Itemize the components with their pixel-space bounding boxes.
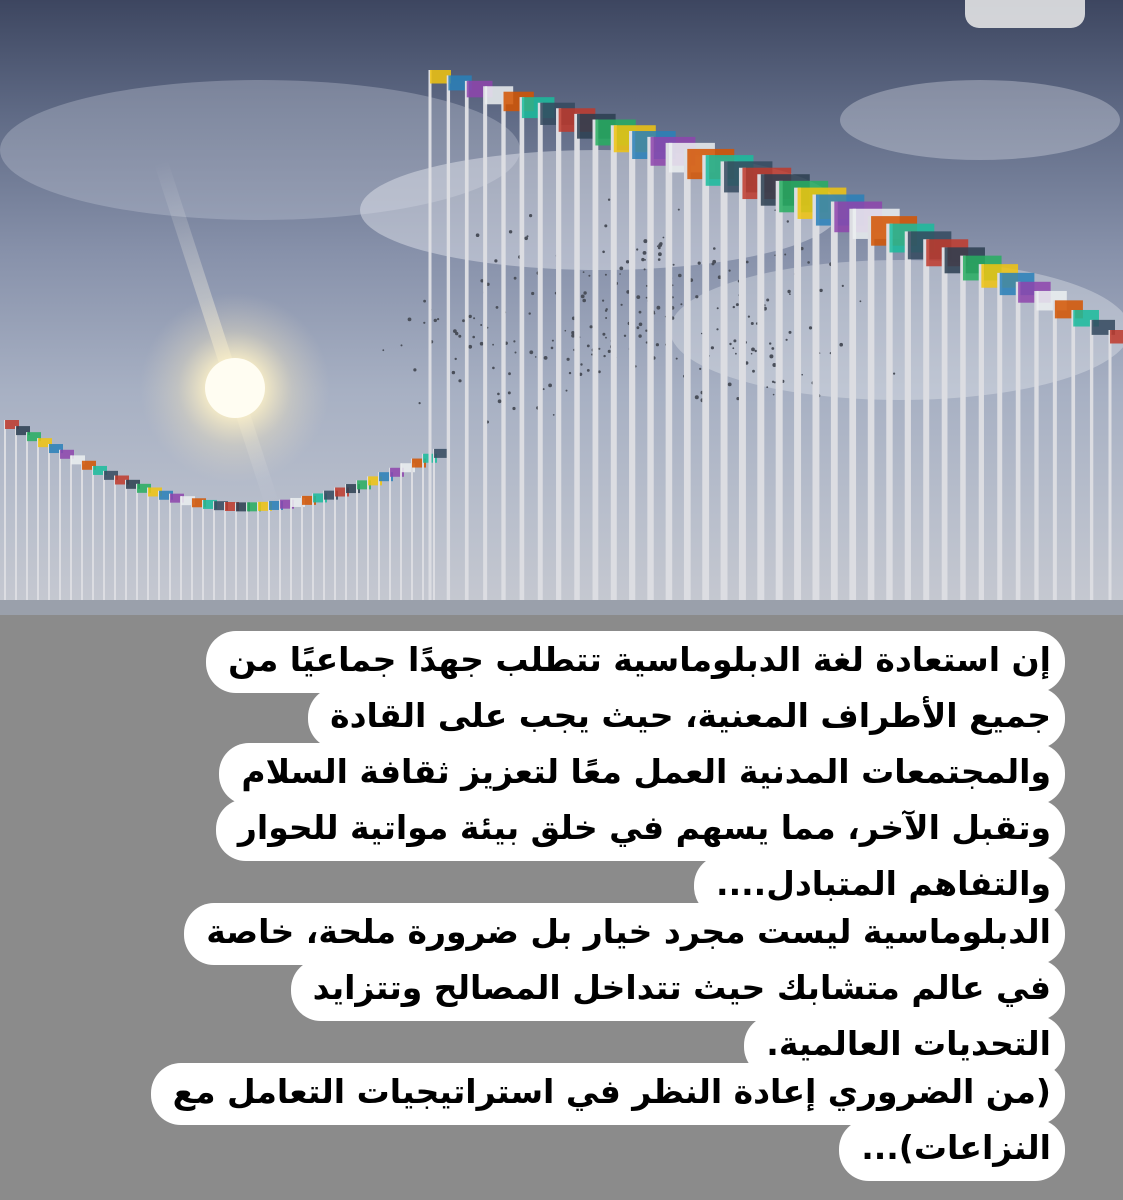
flag [434,449,448,458]
bird [543,388,545,390]
bird [717,307,719,309]
bird [583,271,585,273]
bird [641,258,644,261]
bird [496,306,499,309]
flag [1110,330,1123,344]
bird [455,358,457,360]
bird [581,295,585,299]
bird [602,251,605,254]
bird [569,372,571,374]
bird [842,285,844,287]
bird [587,369,590,372]
bird [678,209,680,211]
bird [419,402,421,404]
bird [658,252,662,256]
bird [583,291,586,294]
bird [839,343,843,347]
caption-line: والتفاهم المتبادل.... [694,855,1065,917]
bird [535,356,537,358]
bird [680,303,682,305]
bird [498,399,502,403]
bird [605,337,607,339]
bird [656,343,659,346]
bird [509,230,512,233]
caption-line: التحديات العالمية. [744,1015,1065,1077]
bird [774,255,776,257]
bird [643,239,647,243]
bird [789,293,791,295]
bird [626,260,629,263]
bird [527,235,529,237]
bird [729,343,731,345]
bird [602,300,604,302]
bird [789,331,792,334]
bird [801,374,803,376]
bird [644,259,646,261]
bird [893,373,895,375]
bird [746,261,749,264]
bird [382,349,384,351]
bird [492,367,495,370]
bird [605,274,607,276]
bird [458,335,461,338]
bird [529,350,533,354]
bird [514,277,517,280]
bird [494,259,497,262]
bird [480,324,482,326]
bird [643,251,647,255]
caption-line: إن استعادة لغة الدبلوماسية تتطلب جهدًا جماعيًا من [206,631,1065,693]
bird [588,275,590,277]
bird [408,318,412,322]
bird [772,381,774,383]
bird [735,353,737,355]
bird [529,214,532,217]
caption-line: والمجتمعات المدنية العمل معًا لتعزيز ثقافة السلام [219,743,1065,805]
sun-core [205,358,265,418]
bird [619,267,623,271]
caption-area [0,615,1123,1200]
bird [773,394,775,396]
bird [713,247,716,250]
bird [733,339,736,342]
bird [657,306,661,310]
bird [786,339,788,341]
cloud [840,80,1120,160]
bird [637,326,640,329]
bird [659,242,662,245]
bird [764,304,766,306]
bird [748,316,750,318]
bird [699,368,701,370]
caption-line: في عالم متشابك حيث تتداخل المصالح وتتزايد [291,959,1065,1021]
bird [678,274,682,278]
bird [695,295,698,298]
bird [716,328,718,330]
bird [492,344,494,346]
bird [401,344,403,346]
bird [473,317,475,319]
bird [508,372,511,375]
bird [604,224,607,227]
bird [860,300,862,302]
bird [580,363,582,365]
bird [512,407,515,410]
bird [769,354,773,358]
bird [771,347,774,350]
bird [437,318,439,320]
bird [751,322,754,325]
bird [423,300,426,303]
bird [508,391,511,394]
bird [587,345,590,348]
bird [646,297,648,299]
bird [434,319,437,322]
bird [732,347,734,349]
bird [658,258,661,261]
bird [515,352,517,354]
bird [548,384,552,388]
bird [598,348,600,350]
bird [807,261,810,264]
bird [462,319,465,322]
bird [751,353,753,355]
bird [458,379,461,382]
bird [552,340,554,342]
bird [603,355,605,357]
caption-line: النزاعات)... [839,1119,1065,1181]
bird [787,290,790,293]
bird [480,342,484,346]
bird [752,370,755,373]
bird [636,295,640,299]
bird [567,358,570,361]
bird [755,350,757,352]
bird [566,390,568,392]
bird [531,292,534,295]
bird [676,358,678,360]
bird [553,414,555,416]
bird [605,317,607,319]
bird [766,386,768,388]
bird [819,289,822,292]
bird [602,333,605,336]
bird [608,199,610,201]
bird [711,346,714,349]
bird [544,356,548,360]
bird [551,347,554,350]
bird [608,350,611,353]
bird [598,370,601,373]
bird [452,371,455,374]
bird [455,332,458,335]
bird [565,330,567,332]
bird [472,336,475,339]
bird [513,340,515,342]
bird [644,268,646,270]
bird [736,303,739,306]
caption-line: جميع الأطراف المعنية، حيث يجب على القادة [308,687,1065,749]
bird [469,315,472,318]
bird [663,237,665,239]
bird [619,273,621,275]
bird [624,335,626,337]
bird [751,348,755,352]
bird [809,326,812,329]
caption-line: (من الضروري إعادة النظر في استراتيجيات التعامل مع [151,1063,1065,1125]
bird [766,299,769,302]
bird [590,325,593,328]
bird [645,330,647,332]
bird [695,395,699,399]
bird [476,233,480,237]
bird [701,333,703,335]
bird [639,311,642,314]
bird [639,323,643,327]
bird [787,220,789,222]
bird [784,254,786,256]
bird [638,334,641,337]
corner-tab [965,0,1085,28]
bird [636,248,638,250]
bird [712,262,715,265]
bird [413,368,416,371]
bird [423,322,425,324]
bird [729,270,731,272]
caption-line: وتقبل الآخر، مما يسهم في خلق بيئة مواتية للحوار [216,799,1065,861]
bird [529,312,531,314]
bird [657,245,659,247]
bird [698,262,701,265]
bird [606,308,608,310]
bird [497,393,500,396]
bird [728,383,732,387]
bird [621,304,623,306]
bird [733,306,735,308]
caption-line: الدبلوماسية ليست مجرد خيار بل ضرورة ملحة، خاصة [184,903,1065,965]
bird [468,345,472,349]
bird [673,264,675,266]
bird [769,342,771,344]
bird [582,299,586,303]
